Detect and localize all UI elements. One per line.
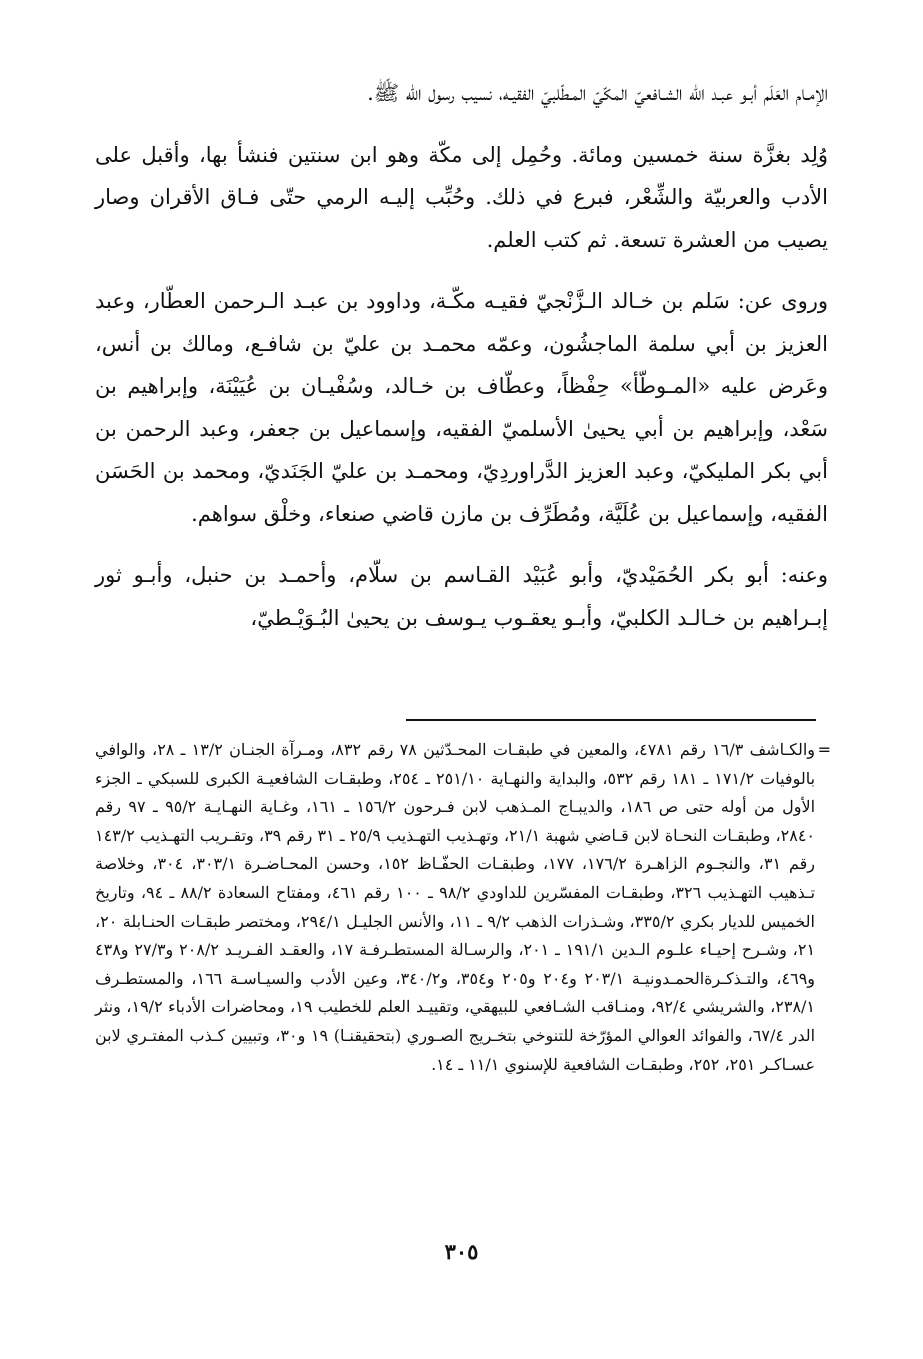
page-number: ٣٠٥ xyxy=(444,1239,479,1264)
footnote-continuation-marker: = xyxy=(817,740,831,759)
footnote-separator-rule xyxy=(406,719,816,721)
paragraph-birth: وُلِد بغزَّة سنة خمسين ومائة. وحُمِل إلى مكّة وهو ابن سنتين فنشأ بها، وأقبل على الأدب والعربيّة والشِّعْر، فبرع في ذلك. وحُبِّب إليـه الرمي حتّى فـاق الأقران وصار يصيب من العشرة تسعة. ثم كتب العلم. xyxy=(95,142,828,252)
paragraph-intro: الإمـام العَلَم أبـو عبـد الله الشـافعيّ المكّيّ المـطّلبيّ الفقيـه، نسيب رسول الله ﷺ. xyxy=(367,81,828,105)
footnote-text: والكـاشف ١٦/٣ رقم ٤٧٨١، والمعين في طبقـات المحـدّثين ٧٨ رقم ٨٣٢، ومـرآة الجنـان ١٣/٢ ـ ٢٨، والوافي بالوفيات ١٧١/٢ ـ ١٨١ رقم ٥٣٢، والبداية والنهـاية ٢٥١/١٠ ـ ٢٥٤، وطبقـات الشافعيـة الكبرى للسبكي ـ الجزء الأول من أوله حتى ص ١٨٦، والديبـاج المـذهب لابن فـرحون ١٥٦/٢ ـ ١٦١، وغـاية النهـايـة ٩٥/٢ ـ ٩٧ رقم ٢٨٤٠، وطبقـات النحـاة لابن قـاضي شهبة ٢١/١، وتهـذيب التهـذيب ٢٥/٩ ـ ٣١ رقم ٣٩، وتقـريب التهـذيب ١٤٣/٢ رقم ٣١، والنجـوم الزاهـرة ١٧٦/٢، ١٧٧، وطبقـات الحفّـاظ ١٥٢، وحسن المحـاضـرة ٣٠٣/١، ٣٠٤، وخلاصة تـذهيب التهـذيب ٣٢٦، وطبقـات المفسّرين للداودي ٩٨/٢ ـ ١٠٠ رقم ٤٦١، ومفتاح السعادة ٨٨/٢ ـ ٩٤، وتاريخ الخميس للديار بكري ٣٣٥/٢، وشـذرات الذهب ٩/٢ ـ ١١، والأنس الجليـل ٢٩٤/١، ومختصر طبقـات الحنـابلة ٢٠، ٢١، وشـرح إحيـاء علـوم الـدين ١٩١/١ ـ ٢٠١، والرسـالة المستطـرفـة ١٧، والعقـد الفـريـد ٢٠٨/٢ و٢٧/٣ و٤٣٨ و٤٦٩، والتـذكـرةالحمـدونيـة ٢٠٣/١ و٢٠٤ و٢٠٥ و٣٥٤، و٣٤٠/٢، وعين الأدب والسيـاسـة ١٦٦، والمستطـرف ٢٣٨/١، والشريشي ٩٢/٤، ومنـاقب الشـافعي للبيهقي، وتقييـد العلم للخطيب ١٩، ومحاضرات الأدباء ١٩/٢، ونثر الدر ٦٧/٤، والفوائد العوالي المؤرّخة للتنوخي بتخـريج الصـوري (بتحقيقنـا) ١٩ و٣٠، وتبيين كـذب المفتـري لابن عسـاكـر ٢٥١، ٢٥٢، وطبقـات الشافعية للإسنوي ١١/١ ـ ١٤. xyxy=(95,740,816,1074)
paragraph-narrated-by: وعنه: أبو بكر الحُمَيْديّ، وأبو عُبَيْد القـاسم بن سلّام، وأحمـد بن حنبل، وأبـو ثور إبـراهيم بن خـالـد الكلبيّ، وأبـو يعقـوب يـوسف بن يحيىٰ البُـوَيْـطيّ، xyxy=(95,563,828,630)
paragraph-narrated-from: وروى عن: سَلم بن خـالد الـزَّنْجيّ فقيـه مكّـة، وداوود بن عبـد الـرحمن العطّار، وعبد العزيز بن أبي سلمة الماجشُون، وعمّه محمـد بن عليّ بن شافـع، ومالك بن أنس، وعَرض عليه «المـوطّأ» حِفْظاً، وعطّاف بن خـالد، وسُفْيـان بن عُيَيْنَة، وإبراهيم بن سَعْد، وإبراهيم بن أبي يحيىٰ الأسلميّ الفقيه، وإسماعيل بن جعفر، وعبد الرحمن بن أبي بكر المليكيّ، وعبد العزيز الدَّراوردِيّ، ومحمـد بن عليّ الجَنَديّ، ومحمد بن الحَسَن الفقيه، وإسماعيل بن عُلَيَّة، ومُطَرِّف بن مازن قاضي صنعاء، وخلْق سواهم. xyxy=(95,289,828,526)
main-text-block xyxy=(95,72,828,658)
